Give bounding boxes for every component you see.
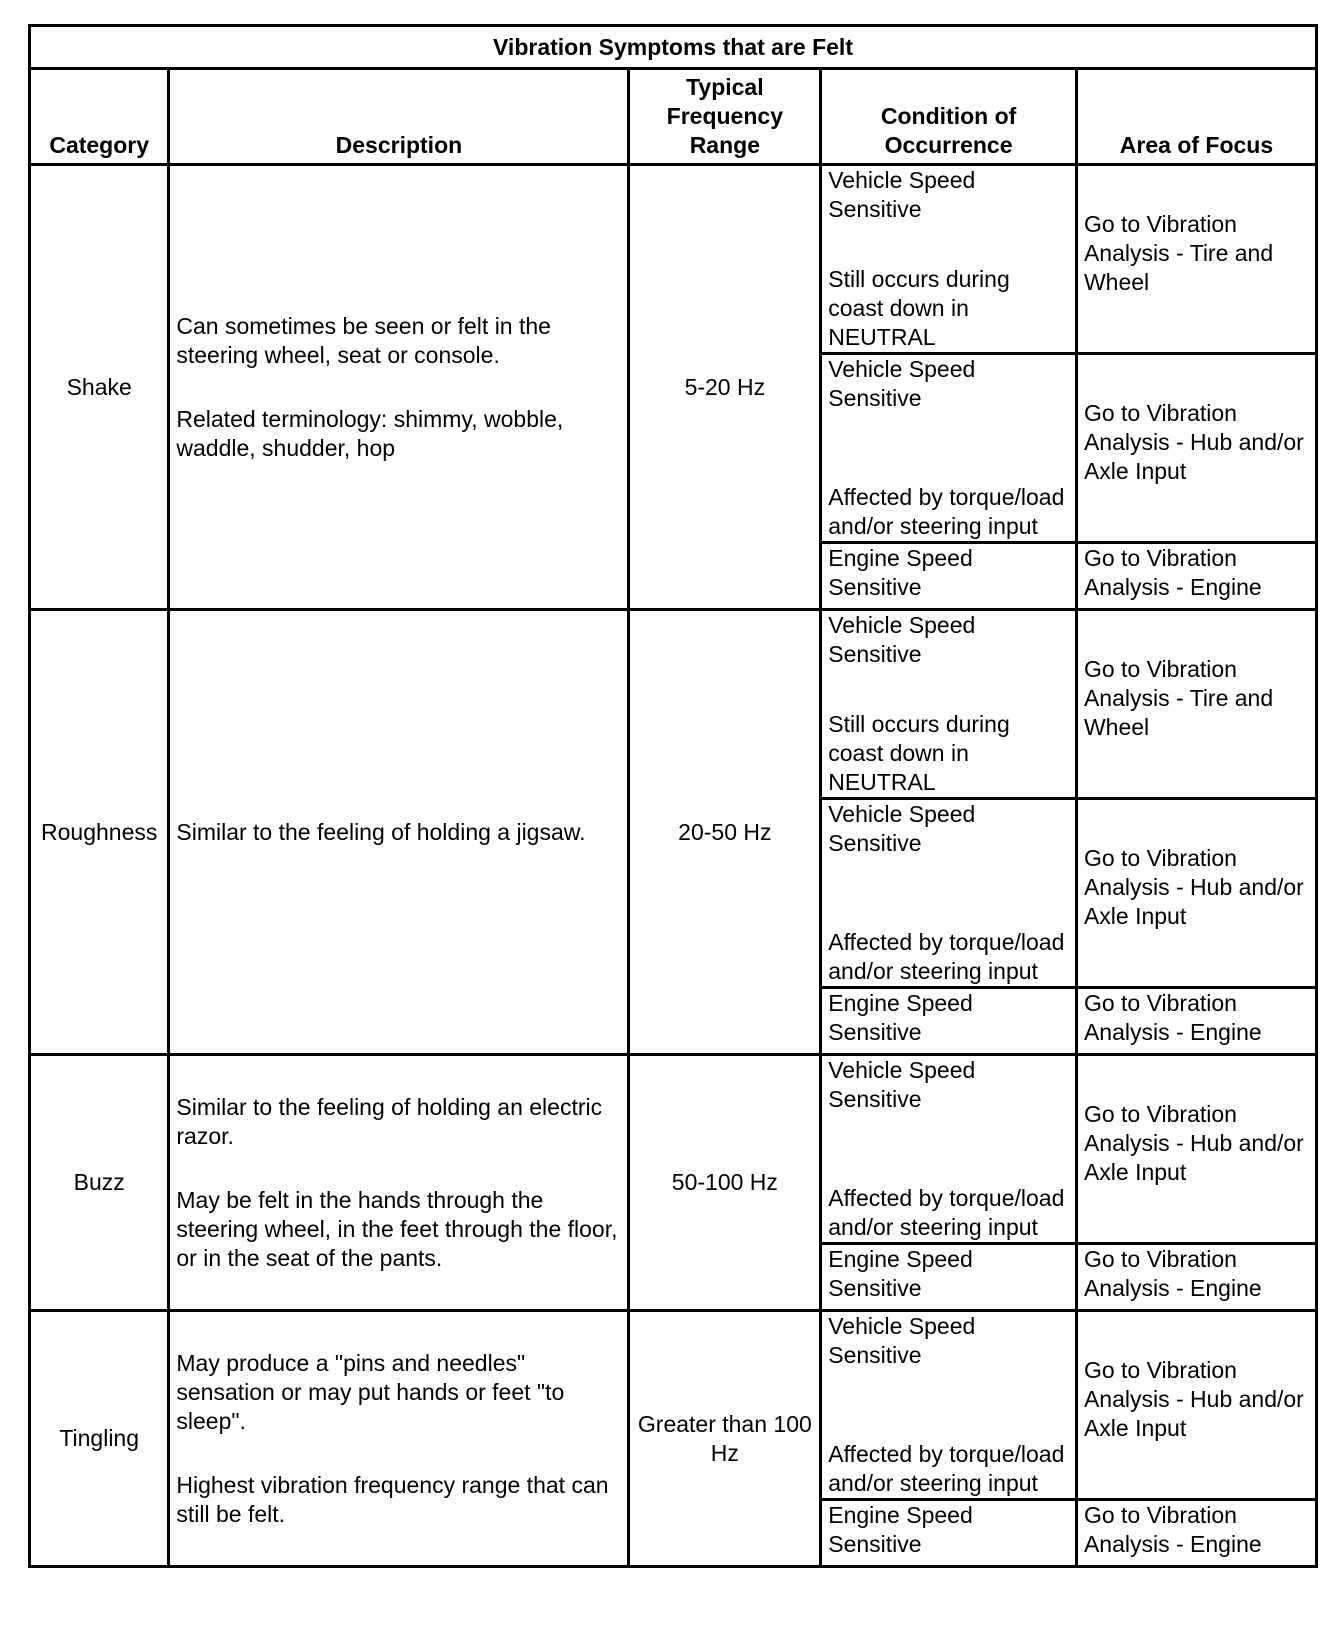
condition-cell xyxy=(821,1500,1077,1567)
description-text: May be felt in the hands through the steering wheel, in the feet through the floor, or in the seat of the pants. xyxy=(176,1186,618,1271)
condition-cell xyxy=(821,1311,1077,1500)
area-cell: Go to Vibration Analysis - Hub and/or Axle Input xyxy=(1076,354,1316,543)
vibration-symptoms-table xyxy=(28,24,1318,1568)
condition-text: Still occurs during coast down in NEUTRAL xyxy=(828,711,1010,795)
condition-text: Vehicle Speed Sensitive xyxy=(828,1057,976,1112)
table-row xyxy=(30,165,1317,354)
condition-text: Vehicle Speed Sensitive xyxy=(828,356,976,411)
table-container xyxy=(28,24,1318,1568)
category-cell: Buzz xyxy=(30,1055,169,1311)
description-cell xyxy=(169,610,629,1055)
condition-cell xyxy=(821,799,1077,988)
condition-text: Affected by torque/load and/or steering input xyxy=(828,1441,1065,1496)
frequency-cell: 20-50 Hz xyxy=(629,610,821,1055)
category-cell: Tingling xyxy=(30,1311,169,1567)
description-text: Similar to the feeling of holding an electric razor. xyxy=(176,1093,603,1149)
description-text: Similar to the feeling of holding a jigsaw. xyxy=(176,818,586,845)
table-row xyxy=(30,1311,1317,1500)
condition-text: Still occurs during coast down in NEUTRAL xyxy=(828,266,1010,350)
description-cell xyxy=(169,1055,629,1311)
condition-text: Engine Speed Sensitive xyxy=(828,545,973,600)
frequency-cell: 50-100 Hz xyxy=(629,1055,821,1311)
table-row xyxy=(30,610,1317,799)
condition-text: Engine Speed Sensitive xyxy=(828,1502,973,1557)
condition-text: Engine Speed Sensitive xyxy=(828,990,973,1045)
description-text: Related terminology: shimmy, wobble, waddle, shudder, hop xyxy=(176,405,564,461)
area-cell: Go to Vibration Analysis - Engine xyxy=(1076,1244,1316,1311)
condition-text: Vehicle Speed Sensitive xyxy=(828,612,976,667)
condition-cell xyxy=(821,610,1077,799)
area-cell: Go to Vibration Analysis - Tire and Wheel xyxy=(1076,165,1316,354)
area-cell: Go to Vibration Analysis - Hub and/or Axle Input xyxy=(1076,799,1316,988)
area-cell: Go to Vibration Analysis - Hub and/or Axle Input xyxy=(1076,1311,1316,1500)
condition-cell xyxy=(821,165,1077,354)
description-cell xyxy=(169,1311,629,1567)
area-cell: Go to Vibration Analysis - Hub and/or Axle Input xyxy=(1076,1055,1316,1244)
description-text: Can sometimes be seen or felt in the steering wheel, seat or console. xyxy=(176,312,551,368)
description-cell xyxy=(169,165,629,610)
header-category: Category xyxy=(30,69,169,165)
area-cell: Go to Vibration Analysis - Engine xyxy=(1076,543,1316,610)
condition-text: Affected by torque/load and/or steering input xyxy=(828,484,1065,539)
header-condition: Condition of Occurrence xyxy=(821,69,1077,165)
header-frequency: Typical Frequency Range xyxy=(629,69,821,165)
area-cell: Go to Vibration Analysis - Engine xyxy=(1076,1500,1316,1567)
area-cell: Go to Vibration Analysis - Engine xyxy=(1076,988,1316,1055)
condition-cell xyxy=(821,988,1077,1055)
category-cell: Roughness xyxy=(30,610,169,1055)
description-text: May produce a "pins and needles" sensation or may put hands or feet "to sleep". xyxy=(176,1349,565,1434)
condition-cell xyxy=(821,543,1077,610)
condition-text: Engine Speed Sensitive xyxy=(828,1246,973,1301)
condition-text: Vehicle Speed Sensitive xyxy=(828,1313,976,1368)
condition-cell xyxy=(821,354,1077,543)
table-title: Vibration Symptoms that are Felt xyxy=(30,26,1317,69)
condition-text: Affected by torque/load and/or steering input xyxy=(828,1185,1065,1240)
frequency-cell: Greater than 100 Hz xyxy=(629,1311,821,1567)
header-description: Description xyxy=(169,69,629,165)
description-text: Highest vibration frequency range that can still be felt. xyxy=(176,1471,609,1527)
condition-cell xyxy=(821,1244,1077,1311)
area-cell: Go to Vibration Analysis - Tire and Wheel xyxy=(1076,610,1316,799)
category-cell: Shake xyxy=(30,165,169,610)
condition-cell xyxy=(821,1055,1077,1244)
condition-text: Affected by torque/load and/or steering input xyxy=(828,929,1065,984)
condition-text: Vehicle Speed Sensitive xyxy=(828,167,976,222)
table-row xyxy=(30,1055,1317,1244)
condition-text: Vehicle Speed Sensitive xyxy=(828,801,976,856)
header-area: Area of Focus xyxy=(1076,69,1316,165)
frequency-cell: 5-20 Hz xyxy=(629,165,821,610)
